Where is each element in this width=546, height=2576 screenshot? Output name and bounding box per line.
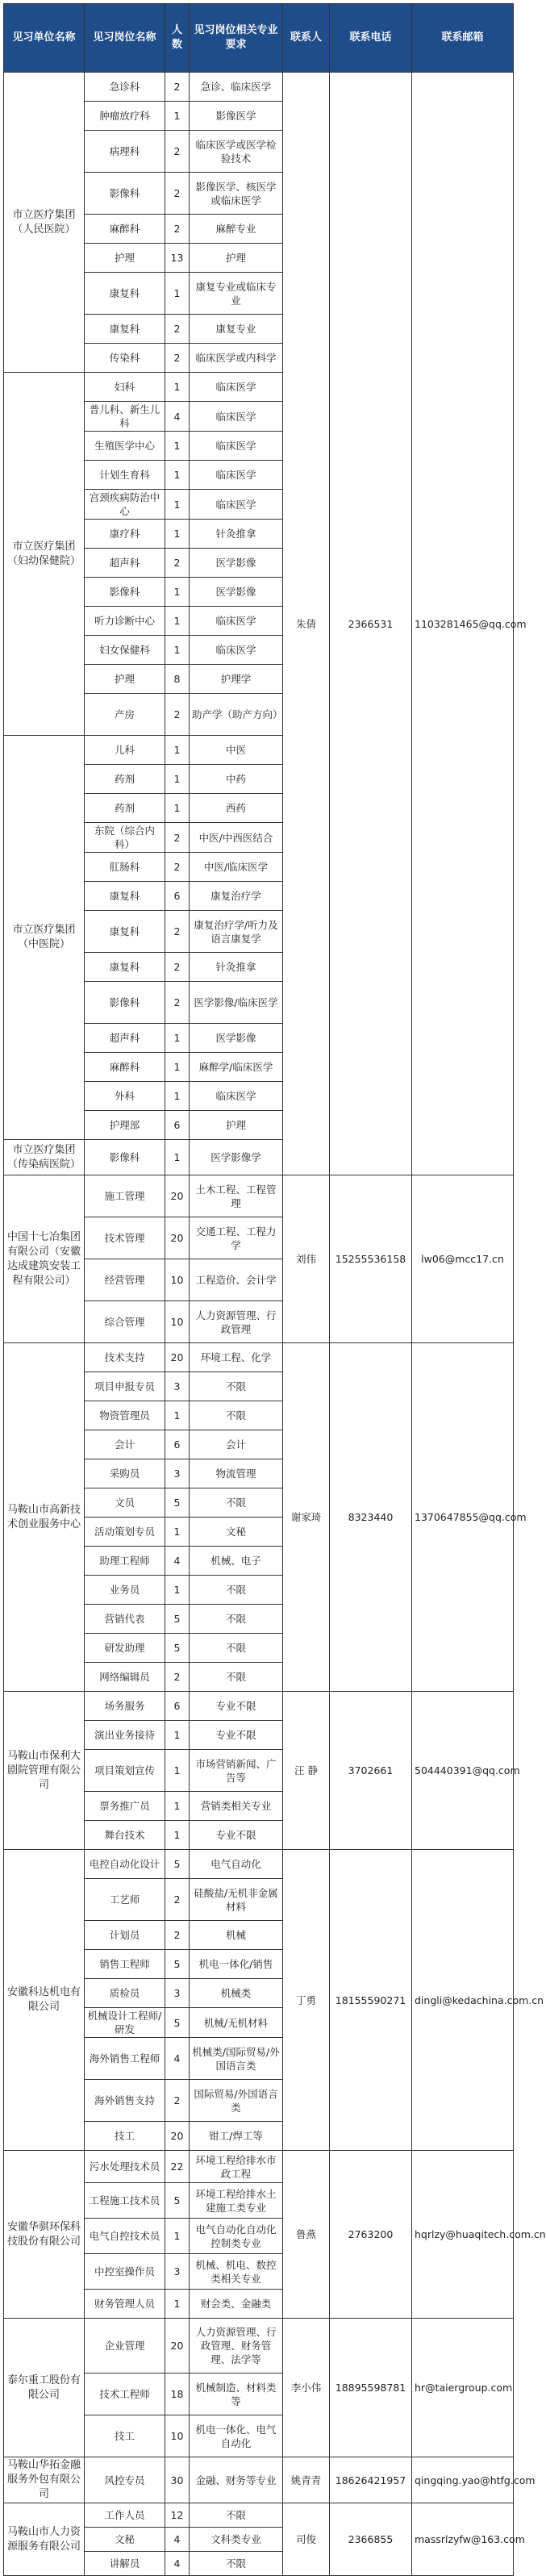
position-cell: 中控室操作员 — [85, 2254, 165, 2290]
requirement-cell: 临床医学 — [190, 636, 283, 665]
table-row — [4, 1175, 514, 1217]
position-cell: 工作人员 — [85, 2503, 165, 2528]
requirement-cell: 中医/临床医学 — [190, 853, 283, 882]
position-cell: 儿科 — [85, 736, 165, 765]
email-cell: dingli@kedachina.com.cn — [412, 1850, 514, 2151]
email-cell: massrlzyfw@163.com — [412, 2503, 514, 2576]
count-cell: 13 — [165, 244, 190, 273]
position-cell: 活动策划专员 — [85, 1518, 165, 1547]
count-cell: 2 — [165, 1921, 190, 1950]
requirement-cell: 中医 — [190, 736, 283, 765]
position-cell: 康疗科 — [85, 520, 165, 549]
position-cell: 研发助理 — [85, 1634, 165, 1663]
requirement-cell: 土木工程、工程管理 — [190, 1175, 283, 1217]
position-cell: 生殖医学中心 — [85, 432, 165, 461]
requirement-cell: 钳工/焊工等 — [190, 2122, 283, 2151]
count-cell: 1 — [165, 1721, 190, 1750]
requirement-cell: 临床医学 — [190, 432, 283, 461]
requirement-cell: 机电一体化/销售 — [190, 1950, 283, 1979]
count-cell: 1 — [165, 490, 190, 520]
position-cell: 舞台技术 — [85, 1821, 165, 1850]
requirement-cell: 中医/中西医结合 — [190, 823, 283, 853]
table-body — [4, 73, 546, 2576]
count-cell: 2 — [165, 131, 190, 173]
count-cell: 4 — [165, 2552, 190, 2576]
contact-cell: 鲁燕 — [283, 2151, 330, 2319]
position-cell: 综合管理 — [85, 1301, 165, 1343]
position-cell: 企业管理 — [85, 2319, 165, 2374]
unit-cell: 泰尔重工股份有限公司 — [4, 2319, 85, 2457]
position-cell: 项目策划宣传 — [85, 1750, 165, 1792]
requirement-cell: 临床医学或医学检验技术 — [190, 131, 283, 173]
requirement-cell: 影像医学、核医学或临床医学 — [190, 173, 283, 215]
requirement-cell: 电气自动化自动化控制类专业 — [190, 2219, 283, 2254]
table-row — [4, 2503, 514, 2528]
position-cell: 影像科 — [85, 578, 165, 607]
count-cell: 5 — [165, 2183, 190, 2219]
table-row — [4, 2319, 514, 2374]
requirement-cell: 金融、财务等专业 — [190, 2457, 283, 2503]
requirement-cell: 康复治疗学 — [190, 882, 283, 911]
requirement-cell: 财会类、金融类 — [190, 2290, 283, 2319]
requirement-cell: 西药 — [190, 794, 283, 823]
position-cell: 肛肠科 — [85, 853, 165, 882]
count-cell: 2 — [165, 344, 190, 373]
position-cell: 影像科 — [85, 1140, 165, 1175]
position-cell: 污水处理技术员 — [85, 2151, 165, 2183]
count-cell: 1 — [165, 1750, 190, 1792]
count-cell: 20 — [165, 1217, 190, 1259]
requirement-cell: 机械类/国际贸易/外国语言类 — [190, 2038, 283, 2080]
header-email: 联系邮箱 — [412, 4, 514, 73]
count-cell: 2 — [165, 215, 190, 244]
phone-cell: 3702661 — [330, 1692, 412, 1850]
table-row — [4, 73, 514, 102]
requirement-cell: 针灸推拿 — [190, 953, 283, 982]
requirement-cell: 不限 — [190, 1663, 283, 1692]
unit-cell: 马鞍山市人力资源服务有限公司 — [4, 2503, 85, 2576]
unit-cell: 市立医疗集团（中医院） — [4, 736, 85, 1140]
count-cell: 2 — [165, 911, 190, 953]
count-cell: 2 — [165, 549, 190, 578]
contact-cell: 姚青青 — [283, 2457, 330, 2503]
requirement-cell: 国际贸易/外国语言类 — [190, 2080, 283, 2122]
position-cell: 药剂 — [85, 765, 165, 794]
position-cell: 护理部 — [85, 1111, 165, 1140]
position-cell: 工程施工技术员 — [85, 2183, 165, 2219]
position-cell: 妇女保健科 — [85, 636, 165, 665]
count-cell: 1 — [165, 2219, 190, 2254]
count-cell: 1 — [165, 1576, 190, 1605]
email-cell: 1103281465@qq.com — [412, 73, 514, 1175]
count-cell: 4 — [165, 402, 190, 432]
unit-cell: 马鞍山市高新技术创业服务中心 — [4, 1343, 85, 1692]
position-cell: 听力诊断中心 — [85, 607, 165, 636]
requirement-cell: 工程造价、会计学 — [190, 1259, 283, 1301]
email-cell: 504440391@qq.com — [412, 1692, 514, 1850]
table-row — [4, 2457, 514, 2503]
count-cell: 10 — [165, 1301, 190, 1343]
requirement-cell: 不限 — [190, 1401, 283, 1430]
contact-cell: 朱倩 — [283, 73, 330, 1175]
unit-cell: 马鞍山市保利大剧院管理有限公司 — [4, 1692, 85, 1850]
requirement-cell: 临床医学 — [190, 490, 283, 520]
count-cell: 2 — [165, 1663, 190, 1692]
count-cell: 2 — [165, 1879, 190, 1921]
email-cell: 1370647855@qq.com — [412, 1343, 514, 1692]
position-cell: 护理 — [85, 244, 165, 273]
requirement-cell: 不限 — [190, 1605, 283, 1634]
requirement-cell: 人力资源管理、行政管理、财务管理、法学等 — [190, 2319, 283, 2374]
requirement-cell: 麻醉专业 — [190, 215, 283, 244]
position-cell: 外科 — [85, 1082, 165, 1111]
count-cell: 5 — [165, 1950, 190, 1979]
position-cell: 康复科 — [85, 911, 165, 953]
position-cell: 电气自控技术员 — [85, 2219, 165, 2254]
requirement-cell: 医学影像/临床医学 — [190, 982, 283, 1024]
requirement-cell: 临床医学 — [190, 1082, 283, 1111]
phone-cell: 18626421957 — [330, 2457, 412, 2503]
position-cell: 技工 — [85, 2415, 165, 2457]
count-cell: 5 — [165, 1605, 190, 1634]
requirement-cell: 不限 — [190, 2503, 283, 2528]
requirement-cell: 康复专业 — [190, 315, 283, 344]
requirement-cell: 营销类相关专业 — [190, 1792, 283, 1821]
requirement-cell: 临床医学 — [190, 402, 283, 432]
requirement-cell: 不限 — [190, 2552, 283, 2576]
unit-cell: 市立医疗集团（妇幼保健院） — [4, 373, 85, 736]
requirement-cell: 专业不限 — [190, 1821, 283, 1850]
requirement-cell: 机电一体化、电气自动化 — [190, 2415, 283, 2457]
requirement-cell: 临床医学 — [190, 461, 283, 490]
requirement-cell: 麻醉学/临床医学 — [190, 1053, 283, 1082]
count-cell: 1 — [165, 373, 190, 402]
requirement-cell: 急诊、临床医学 — [190, 73, 283, 102]
internship-table — [3, 3, 546, 2576]
requirement-cell: 专业不限 — [190, 1721, 283, 1750]
position-cell: 康复科 — [85, 953, 165, 982]
requirement-cell: 文秘 — [190, 1518, 283, 1547]
requirement-cell: 市场营销新闻、广告等 — [190, 1750, 283, 1792]
count-cell: 2 — [165, 73, 190, 102]
requirement-cell: 不限 — [190, 1634, 283, 1663]
position-cell: 药剂 — [85, 794, 165, 823]
position-cell: 文员 — [85, 1488, 165, 1518]
phone-cell: 18895598781 — [330, 2319, 412, 2457]
count-cell: 1 — [165, 2290, 190, 2319]
position-cell: 项目申报专员 — [85, 1372, 165, 1401]
contact-cell: 汪 静 — [283, 1692, 330, 1850]
requirement-cell: 临床医学 — [190, 607, 283, 636]
requirement-cell: 康复治疗学/听力及语言康复学 — [190, 911, 283, 953]
requirement-cell: 不限 — [190, 1576, 283, 1605]
position-cell: 病理科 — [85, 131, 165, 173]
position-cell: 网络编辑员 — [85, 1663, 165, 1692]
requirement-cell: 护理 — [190, 244, 283, 273]
count-cell: 20 — [165, 1343, 190, 1372]
count-cell: 1 — [165, 461, 190, 490]
position-cell: 影像科 — [85, 982, 165, 1024]
position-cell: 采购员 — [85, 1459, 165, 1488]
position-cell: 康复科 — [85, 882, 165, 911]
requirement-cell: 机械、电子 — [190, 1547, 283, 1576]
count-cell: 1 — [165, 1053, 190, 1082]
count-cell: 3 — [165, 1979, 190, 2008]
header-count: 人数 — [165, 4, 190, 73]
count-cell: 5 — [165, 1634, 190, 1663]
count-cell: 2 — [165, 694, 190, 736]
position-cell: 文秘 — [85, 2528, 165, 2552]
requirement-cell: 会计 — [190, 1430, 283, 1459]
position-cell: 风控专员 — [85, 2457, 165, 2503]
requirement-cell: 机械制造、材料类等 — [190, 2374, 283, 2415]
requirement-cell: 中药 — [190, 765, 283, 794]
requirement-cell: 护理学 — [190, 665, 283, 694]
position-cell: 麻醉科 — [85, 215, 165, 244]
count-cell: 5 — [165, 2008, 190, 2038]
requirement-cell: 医学影像学 — [190, 1140, 283, 1175]
position-cell: 妇科 — [85, 373, 165, 402]
position-cell: 会计 — [85, 1430, 165, 1459]
header-position: 见习岗位名称 — [85, 4, 165, 73]
requirement-cell: 机械、机电、数控类相关专业 — [190, 2254, 283, 2290]
header-unit: 见习单位名称 — [4, 4, 85, 73]
position-cell: 产房 — [85, 694, 165, 736]
count-cell: 1 — [165, 1082, 190, 1111]
position-cell: 施工管理 — [85, 1175, 165, 1217]
position-cell: 经营管理 — [85, 1259, 165, 1301]
count-cell: 1 — [165, 1140, 190, 1175]
count-cell: 6 — [165, 882, 190, 911]
requirement-cell: 硅酸盐/无机非金属材料 — [190, 1879, 283, 1921]
position-cell: 演出业务接待 — [85, 1721, 165, 1750]
requirement-cell: 专业不限 — [190, 1692, 283, 1721]
position-cell: 场务服务 — [85, 1692, 165, 1721]
count-cell: 30 — [165, 2457, 190, 2503]
position-cell: 机械设计工程师/研发 — [85, 2008, 165, 2038]
count-cell: 1 — [165, 273, 190, 315]
contact-cell: 司俊 — [283, 2503, 330, 2576]
requirement-cell: 环境工程给排水市政工程 — [190, 2151, 283, 2183]
count-cell: 2 — [165, 853, 190, 882]
count-cell: 20 — [165, 2122, 190, 2151]
phone-cell: 2366855 — [330, 2503, 412, 2576]
unit-cell: 安徽华骐环保科技股份有限公司 — [4, 2151, 85, 2319]
position-cell: 普儿科、新生儿科 — [85, 402, 165, 432]
count-cell: 22 — [165, 2151, 190, 2183]
position-cell: 讲解员 — [85, 2552, 165, 2576]
count-cell: 1 — [165, 1792, 190, 1821]
requirement-cell: 医学影像 — [190, 578, 283, 607]
position-cell: 物资管理员 — [85, 1401, 165, 1430]
count-cell: 18 — [165, 2374, 190, 2415]
count-cell: 1 — [165, 736, 190, 765]
count-cell: 2 — [165, 982, 190, 1024]
unit-cell: 市立医疗集团（传染病医院） — [4, 1140, 85, 1175]
count-cell: 10 — [165, 1259, 190, 1301]
position-cell: 技术管理 — [85, 1217, 165, 1259]
count-cell: 6 — [165, 1430, 190, 1459]
phone-cell: 2366531 — [330, 73, 412, 1175]
position-cell: 护理 — [85, 665, 165, 694]
contact-cell: 刘伟 — [283, 1175, 330, 1343]
unit-cell: 安徽科达机电有限公司 — [4, 1850, 85, 2151]
count-cell: 20 — [165, 2319, 190, 2374]
phone-cell: 18155590271 — [330, 1850, 412, 2151]
requirement-cell: 环境工程、化学 — [190, 1343, 283, 1372]
position-cell: 肿瘤放疗科 — [85, 102, 165, 131]
requirement-cell: 康复专业或临床专业 — [190, 273, 283, 315]
count-cell: 1 — [165, 1024, 190, 1053]
unit-cell: 中国十七冶集团有限公司（安徽达成建筑安装工程有限公司） — [4, 1175, 85, 1343]
count-cell: 2 — [165, 173, 190, 215]
count-cell: 8 — [165, 665, 190, 694]
position-cell: 质检员 — [85, 1979, 165, 2008]
unit-cell: 马鞍山华拓金融服务外包有限公司 — [4, 2457, 85, 2503]
email-cell: lw06@mcc17.cn — [412, 1175, 514, 1343]
position-cell: 票务推广员 — [85, 1792, 165, 1821]
unit-cell: 市立医疗集团（人民医院） — [4, 73, 85, 373]
requirement-cell: 不限 — [190, 1488, 283, 1518]
position-cell: 传染科 — [85, 344, 165, 373]
header-row — [4, 4, 514, 73]
position-cell: 电控自动化设计 — [85, 1850, 165, 1879]
requirement-cell: 护理 — [190, 1111, 283, 1140]
position-cell: 超声科 — [85, 549, 165, 578]
position-cell: 急诊科 — [85, 73, 165, 102]
contact-cell: 李小伟 — [283, 2319, 330, 2457]
table-row — [4, 1692, 514, 1721]
requirement-cell: 交通工程、工程力学 — [190, 1217, 283, 1259]
requirement-cell: 机械 — [190, 1921, 283, 1950]
position-cell: 销售工程师 — [85, 1950, 165, 1979]
requirement-cell: 不限 — [190, 1372, 283, 1401]
requirement-cell: 影像医学 — [190, 102, 283, 131]
count-cell: 5 — [165, 1850, 190, 1879]
requirement-cell: 文科类专业 — [190, 2528, 283, 2552]
requirement-cell: 机械/无机材料 — [190, 2008, 283, 2038]
count-cell: 2 — [165, 2080, 190, 2122]
position-cell: 计划员 — [85, 1921, 165, 1950]
count-cell: 1 — [165, 432, 190, 461]
count-cell: 5 — [165, 1488, 190, 1518]
count-cell: 1 — [165, 578, 190, 607]
count-cell: 1 — [165, 794, 190, 823]
requirement-cell: 助产学（助产方向） — [190, 694, 283, 736]
count-cell: 1 — [165, 1518, 190, 1547]
position-cell: 计划生育科 — [85, 461, 165, 490]
position-cell: 超声科 — [85, 1024, 165, 1053]
position-cell: 宫颈疾病防治中心 — [85, 490, 165, 520]
position-cell: 助理工程师 — [85, 1547, 165, 1576]
requirement-cell: 人力资源管理、行政管理 — [190, 1301, 283, 1343]
contact-cell: 丁勇 — [283, 1850, 330, 2151]
position-cell: 财务管理人员 — [85, 2290, 165, 2319]
position-cell: 东院（综合内科） — [85, 823, 165, 853]
header-phone: 联系电话 — [330, 4, 412, 73]
requirement-cell: 临床医学 — [190, 373, 283, 402]
position-cell: 技术工程师 — [85, 2374, 165, 2415]
position-cell: 技术支持 — [85, 1343, 165, 1372]
phone-cell: 15255536158 — [330, 1175, 412, 1343]
count-cell: 4 — [165, 2038, 190, 2080]
position-cell: 海外销售支持 — [85, 2080, 165, 2122]
contact-cell: 谢家琦 — [283, 1343, 330, 1692]
position-cell: 业务员 — [85, 1576, 165, 1605]
position-cell: 康复科 — [85, 315, 165, 344]
requirement-cell: 电气自动化 — [190, 1850, 283, 1879]
email-cell: hqrlzy@huaqitech.com.cn — [412, 2151, 514, 2319]
table-row — [4, 1850, 514, 1879]
count-cell: 3 — [165, 1459, 190, 1488]
email-cell: hr@taiergroup.com — [412, 2319, 514, 2457]
position-cell: 工艺师 — [85, 1879, 165, 1921]
email-cell: qingqing.yao@htfg.com — [412, 2457, 514, 2503]
count-cell: 1 — [165, 520, 190, 549]
count-cell: 6 — [165, 1692, 190, 1721]
count-cell: 1 — [165, 765, 190, 794]
count-cell: 3 — [165, 1372, 190, 1401]
requirement-cell: 临床医学或内科学 — [190, 344, 283, 373]
phone-cell: 2763200 — [330, 2151, 412, 2319]
requirement-cell: 医学影像 — [190, 1024, 283, 1053]
header-contact: 联系人 — [283, 4, 330, 73]
count-cell: 2 — [165, 315, 190, 344]
count-cell: 2 — [165, 823, 190, 853]
count-cell: 6 — [165, 1111, 190, 1140]
count-cell: 10 — [165, 2415, 190, 2457]
count-cell: 1 — [165, 1401, 190, 1430]
requirement-cell: 物流管理 — [190, 1459, 283, 1488]
count-cell: 1 — [165, 636, 190, 665]
count-cell: 4 — [165, 1547, 190, 1576]
position-cell: 麻醉科 — [85, 1053, 165, 1082]
requirement-cell: 针灸推拿 — [190, 520, 283, 549]
count-cell: 4 — [165, 2528, 190, 2552]
count-cell: 12 — [165, 2503, 190, 2528]
count-cell: 1 — [165, 102, 190, 131]
table-row — [4, 2151, 514, 2183]
table-row — [4, 1343, 514, 1372]
requirement-cell: 医学影像 — [190, 549, 283, 578]
position-cell: 康复科 — [85, 273, 165, 315]
position-cell: 影像科 — [85, 173, 165, 215]
count-cell: 3 — [165, 2254, 190, 2290]
requirement-cell: 机械类 — [190, 1979, 283, 2008]
count-cell: 20 — [165, 1175, 190, 1217]
count-cell: 1 — [165, 607, 190, 636]
requirement-cell: 环境工程给排水土建施工类专业 — [190, 2183, 283, 2219]
header-requirement: 见习岗位相关专业要求 — [190, 4, 283, 73]
count-cell: 1 — [165, 1821, 190, 1850]
phone-cell: 8323440 — [330, 1343, 412, 1692]
count-cell: 2 — [165, 953, 190, 982]
position-cell: 技工 — [85, 2122, 165, 2151]
position-cell: 海外销售工程师 — [85, 2038, 165, 2080]
position-cell: 营销代表 — [85, 1605, 165, 1634]
